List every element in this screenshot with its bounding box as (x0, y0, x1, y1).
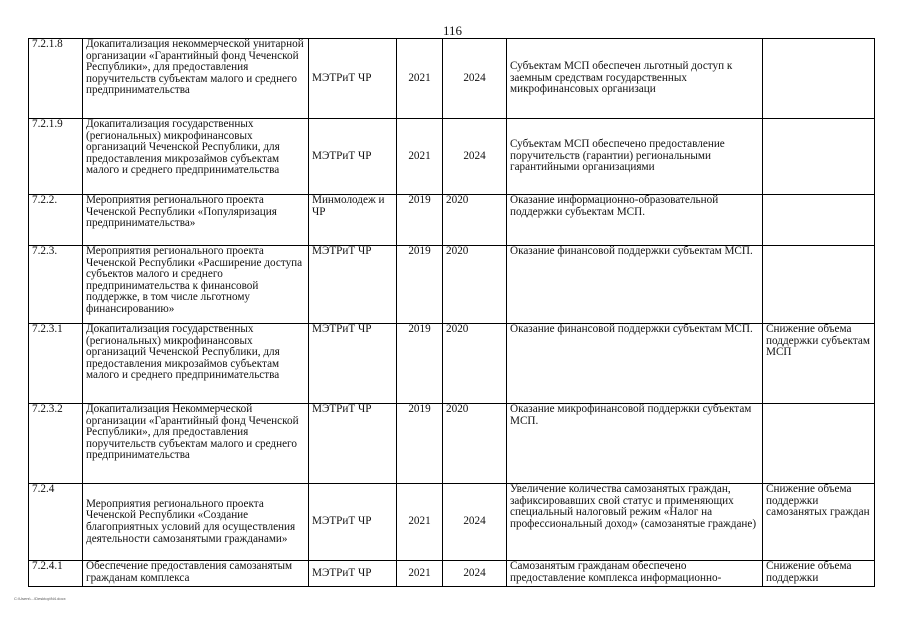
row-start-year: 2019 (397, 195, 443, 246)
table-row (29, 404, 875, 484)
table-row (29, 119, 875, 195)
row-title: Докапитализация Некоммерческой организации «Гарантийный фонд Чеченской Республики», для предоставления поручительств субъектам малого и среднего предпринимательства (83, 404, 309, 484)
table-row (29, 484, 875, 561)
row-start-year: 2021 (397, 119, 443, 195)
row-number: 7.2.3. (29, 246, 83, 324)
row-start-year: 2021 (397, 39, 443, 119)
row-title: Мероприятия регионального проекта Чеченской Республики «Популяризация предпринимательства» (83, 195, 309, 246)
row-result: Субъектам МСП обеспечено предоставление поручительств (гарантии) региональными гарантийными организациями (507, 119, 763, 195)
table-row (29, 246, 875, 324)
row-end-year: 2020 (443, 195, 507, 246)
program-table (28, 38, 875, 587)
row-start-year: 2019 (397, 404, 443, 484)
row-executor: МЭТРиТ ЧР (309, 404, 397, 484)
row-result: Оказание информационно-образовательной поддержки субъектам МСП. (507, 195, 763, 246)
row-risk: Снижение объема поддержки (763, 561, 875, 587)
row-executor: МЭТРиТ ЧР (309, 39, 397, 119)
row-end-year: 2020 (443, 324, 507, 404)
row-risk (763, 404, 875, 484)
row-start-year: 2019 (397, 246, 443, 324)
row-risk: Снижение объема поддержки самозанятых граждан (763, 484, 875, 561)
page-number: 116 (442, 23, 463, 38)
row-number: 7.2.3.2 (29, 404, 83, 484)
row-end-year: 2020 (443, 246, 507, 324)
row-number: 7.2.4 (29, 484, 83, 561)
row-title: Докапитализация некоммерческой унитарной организации «Гарантийный фонд Чеченской Республики», для предоставления поручительств субъектам малого и среднего предпринимательства (83, 39, 309, 119)
row-end-year: 2024 (443, 484, 507, 561)
row-number: 7.2.1.9 (29, 119, 83, 195)
row-result: Оказание финансовой поддержки субъектам МСП. (507, 246, 763, 324)
row-result: Самозанятым гражданам обеспечено предоставление комплекса информационно- (507, 561, 763, 587)
row-end-year: 2024 (443, 119, 507, 195)
row-executor: Минмолодеж и ЧР (309, 195, 397, 246)
row-number: 7.2.3.1 (29, 324, 83, 404)
row-risk (763, 119, 875, 195)
table-row (29, 561, 875, 587)
row-number: 7.2.1.8 (29, 39, 83, 119)
row-start-year: 2021 (397, 484, 443, 561)
row-executor: МЭТРиТ ЧР (309, 484, 397, 561)
row-executor: МЭТРиТ ЧР (309, 324, 397, 404)
row-result: Субъектам МСП обеспечен льготный доступ к заемным средствам государственных микрофинансовых организаци (507, 39, 763, 119)
row-number: 7.2.4.1 (29, 561, 83, 587)
table-row (29, 195, 875, 246)
table-row (29, 39, 875, 119)
row-title: Мероприятия регионального проекта Чеченской Республики «Создание благоприятных условий для осуществления деятельности самозанятыми гражданами» (83, 484, 309, 561)
row-end-year: 2020 (443, 404, 507, 484)
row-start-year: 2021 (397, 561, 443, 587)
row-title: Обеспечение предоставления самозанятым гражданам комплекса (83, 561, 309, 587)
row-number: 7.2.2. (29, 195, 83, 246)
row-result: Оказание финансовой поддержки субъектам МСП. (507, 324, 763, 404)
row-executor: МЭТРиТ ЧР (309, 561, 397, 587)
table-row (29, 324, 875, 404)
row-title: Докапитализация государственных (региональных) микрофинансовых организаций Чеченской Республики, для предоставления микрозаймов субъектам малого и среднего предпринимательства (83, 119, 309, 195)
row-start-year: 2019 (397, 324, 443, 404)
row-executor: МЭТРиТ ЧР (309, 119, 397, 195)
row-risk (763, 39, 875, 119)
row-risk (763, 195, 875, 246)
row-risk (763, 246, 875, 324)
row-result: Увеличение количества самозанятых граждан, зафиксировавших свой статус и применяющих специальный налоговый режим «Налог на профессиональный доход» (самозанятые граждане) (507, 484, 763, 561)
row-end-year: 2024 (443, 39, 507, 119)
file-path-footer: C:\Users\...\Desktop\N4.docx (14, 596, 66, 601)
row-title: Мероприятия регионального проекта Чеченской Республики «Расширение доступа субъектов малого и среднего предпринимательства к финансовой поддержке, в том числе льготному финансированию» (83, 246, 309, 324)
row-title: Докапитализация государственных (региональных) микрофинансовых организаций Чеченской Республики, для предоставления микрозаймов субъектам малого и среднего предпринимательства (83, 324, 309, 404)
row-executor: МЭТРиТ ЧР (309, 246, 397, 324)
row-result: Оказание микрофинансовой поддержки субъектам МСП. (507, 404, 763, 484)
row-end-year: 2024 (443, 561, 507, 587)
row-risk: Снижение объема поддержки субъектам МСП (763, 324, 875, 404)
